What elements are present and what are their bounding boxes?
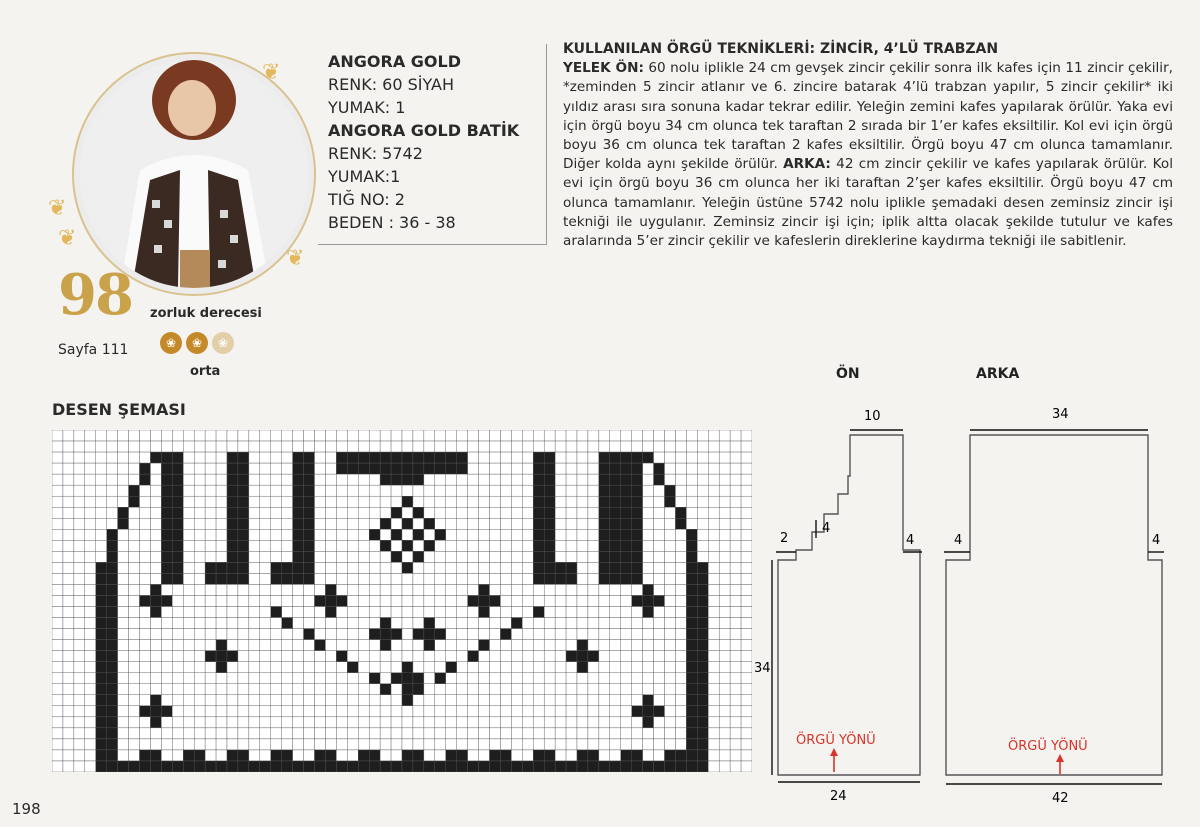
difficulty-dot-icon: ❀ xyxy=(212,332,234,354)
front-direction: ÖRGÜ YÖNÜ xyxy=(796,733,876,748)
color-2: RENK: 5742 xyxy=(328,144,423,163)
difficulty-value: orta xyxy=(190,364,221,379)
instructions xyxy=(563,40,1173,251)
back-title: ARKA xyxy=(976,366,1020,382)
difficulty-dot-icon: ❀ xyxy=(160,332,182,354)
front-label: YELEK ÖN: xyxy=(563,60,644,77)
pattern-chart xyxy=(52,430,752,772)
back-arm-left-dim: 4 xyxy=(954,533,963,548)
front-arm-dim: 4 xyxy=(906,533,915,548)
front-height-dim: 34 xyxy=(754,661,771,676)
ball-2: YUMAK:1 xyxy=(328,167,401,186)
schematic-diagrams xyxy=(740,360,1200,810)
leaf-icon: ❦ xyxy=(58,226,77,251)
leaf-icon: ❦ xyxy=(48,196,67,221)
model-illustration xyxy=(80,60,308,288)
model-photo-inner xyxy=(80,60,308,288)
page-number: 198 xyxy=(12,800,41,818)
front-top-dim: 10 xyxy=(864,409,881,424)
hook-size: TIĞ NO: 2 xyxy=(328,190,405,209)
back-direction-arrowhead-icon xyxy=(1056,754,1064,762)
back-piece-outline xyxy=(946,435,1162,775)
back-top-dim: 34 xyxy=(1052,407,1069,422)
front-piece-outline xyxy=(778,435,920,775)
color-1: RENK: 60 SİYAH xyxy=(328,75,454,94)
back-arm-right-dim: 4 xyxy=(1152,533,1161,548)
front-title: ÖN xyxy=(836,366,860,382)
back-direction: ÖRGÜ YÖNÜ xyxy=(1008,739,1088,754)
front-text: 60 nolu iplikle 24 cm gevşek zincir çekilir sonra ilk kafes için 11 zincir çekilir, *zeminden 5 zincir atlanır ve 6. zincire batarak 4’lü trabzan yapılır, 5 zincir çekilir* iki yıldız arası sıra sonuna kadar tekrar edilir. Yeleğin zemini kafes yapılarak örülür. Yaka evi için örgü boyu 34 cm olunca tek taraftan 2 sırada bir 1’er kafes eksiltilir. Kol evi için örgü boyu 36 cm olunca tek taraftan 2 kafes eksiltilir. Örgü boyu 47 cm olunca tamamlanır. Diğer kolda aynı şekilde örülür. xyxy=(563,60,1173,173)
size: BEDEN : 36 - 38 xyxy=(328,213,456,232)
difficulty-dots xyxy=(160,332,238,354)
page-ref: Sayfa 111 xyxy=(58,342,129,358)
chart-title: DESEN ŞEMASI xyxy=(52,400,186,419)
back-label: ARKA: xyxy=(783,156,831,173)
difficulty-dot-icon: ❀ xyxy=(186,332,208,354)
model-number: 98 xyxy=(58,262,132,328)
difficulty-label: zorluk derecesi xyxy=(150,306,262,321)
ball-1: YUMAK: 1 xyxy=(328,98,406,117)
front-bottom-dim: 24 xyxy=(830,789,847,804)
front-step-dim: 2 xyxy=(780,531,789,546)
materials xyxy=(328,50,519,234)
front-direction-arrowhead-icon xyxy=(830,748,838,756)
leaf-icon: ❦ xyxy=(286,246,305,271)
yarn-2: ANGORA GOLD BATİK xyxy=(328,121,520,140)
yarn-1: ANGORA GOLD xyxy=(328,52,461,71)
front-step-h-dim: 4 xyxy=(822,521,831,536)
leaf-icon: ❦ xyxy=(262,60,281,85)
techniques-heading: KULLANILAN ÖRGÜ TEKNİKLERİ: ZİNCİR, 4’LÜ TRABZAN xyxy=(563,41,999,57)
model-photo xyxy=(72,52,316,296)
back-bottom-dim: 42 xyxy=(1052,791,1069,806)
back-text: 42 cm zincir çekilir ve kafes yapılarak örülür. Kol evi için örgü boyu 36 cm olunca her iki taraftan 2’şer kafes eksiltilir. Örgü boyu 47 cm olunca tamamlanır. Yeleğin üstüne 5742 nolu iplikle şemadaki desen zeminsiz zincir işi tekniği ile uygulanır. Zeminsiz zincir işi için; iplik altta olacak şekilde tutulur ve kafes aralarında 5’er zincir çekilir ve kafeslerin direklerine kaydırma tekniği ile sabitlenir. xyxy=(563,156,1174,250)
